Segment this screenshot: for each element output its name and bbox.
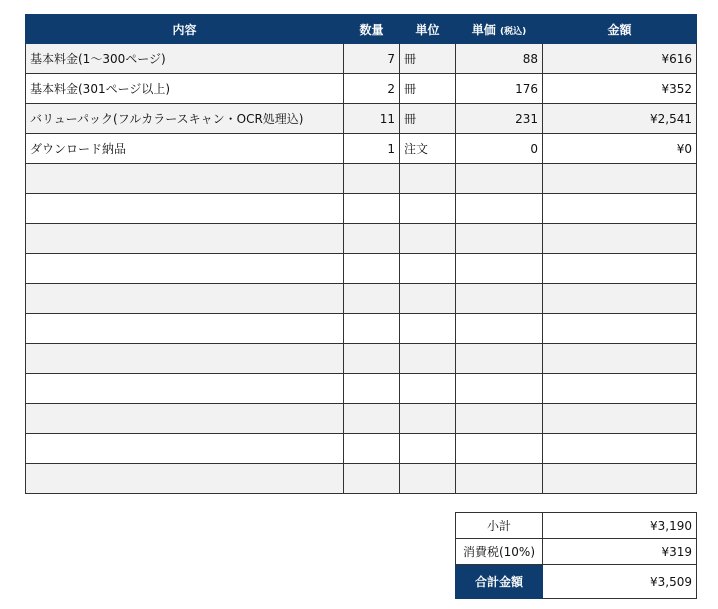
empty-cell [344,404,400,434]
tax-row [456,539,697,565]
empty-cell [344,284,400,314]
empty-cell [400,344,456,374]
cell-unit-price: 231 [456,104,543,134]
empty-cell [26,254,344,284]
empty-cell [400,434,456,464]
empty-table-row [26,404,697,434]
table-row [26,104,697,134]
empty-cell [26,344,344,374]
empty-cell [543,374,697,404]
empty-table-row [26,434,697,464]
empty-cell [400,404,456,434]
cell-description: ダウンロード納品 [26,134,344,164]
empty-cell [400,164,456,194]
empty-cell [543,164,697,194]
subtotal-value: ¥3,190 [543,513,697,539]
empty-cell [344,224,400,254]
empty-cell [543,434,697,464]
cell-unit: 冊 [400,104,456,134]
empty-cell [400,374,456,404]
empty-cell [26,434,344,464]
grand-total-row [456,565,697,599]
cell-unit: 冊 [400,74,456,104]
empty-cell [456,254,543,284]
empty-table-row [26,284,697,314]
subtotal-row [456,513,697,539]
empty-cell [543,284,697,314]
cell-quantity: 7 [344,44,400,74]
empty-cell [26,164,344,194]
empty-cell [344,374,400,404]
empty-cell [456,284,543,314]
header-unit-price [456,15,543,44]
empty-cell [400,224,456,254]
empty-cell [456,464,543,494]
empty-table-row [26,254,697,284]
empty-cell [400,464,456,494]
header-description: 内容 [26,15,344,44]
empty-cell [456,194,543,224]
empty-cell [344,434,400,464]
empty-table-row [26,344,697,374]
cell-unit: 注文 [400,134,456,164]
empty-table-row [26,164,697,194]
empty-cell [26,404,344,434]
empty-cell [456,374,543,404]
header-unit: 単位 [400,15,456,44]
cell-description: 基本料金(301ページ以上) [26,74,344,104]
grand-total-label: 合計金額 [456,565,543,599]
tax-value: ¥319 [543,539,697,565]
cell-amount: ¥2,541 [543,104,697,134]
empty-cell [456,434,543,464]
empty-cell [26,284,344,314]
cell-unit-price: 88 [456,44,543,74]
grand-total-value: ¥3,509 [543,565,697,599]
cell-unit-price: 0 [456,134,543,164]
table-row [26,44,697,74]
cell-quantity: 11 [344,104,400,134]
empty-cell [543,194,697,224]
empty-cell [344,164,400,194]
empty-table-row [26,194,697,224]
empty-table-row [26,374,697,404]
table-row [26,74,697,104]
empty-cell [344,254,400,284]
cell-unit: 冊 [400,44,456,74]
empty-cell [26,194,344,224]
cell-description: バリューパック(フルカラースキャン・OCR処理込) [26,104,344,134]
empty-cell [400,314,456,344]
empty-cell [344,314,400,344]
cell-unit-price: 176 [456,74,543,104]
header-unit-price-note: (税込) [499,26,527,37]
table-header-row [26,15,697,44]
empty-cell [344,464,400,494]
empty-cell [456,344,543,374]
empty-cell [26,314,344,344]
empty-cell [400,284,456,314]
empty-cell [26,464,344,494]
empty-cell [543,224,697,254]
subtotal-label: 小計 [456,513,543,539]
line-items-table [25,14,697,494]
empty-cell [456,164,543,194]
empty-table-row [26,464,697,494]
cell-amount: ¥0 [543,134,697,164]
empty-cell [543,464,697,494]
empty-cell [26,224,344,254]
empty-cell [543,344,697,374]
empty-cell [456,314,543,344]
empty-cell [344,344,400,374]
cell-amount: ¥616 [543,44,697,74]
empty-cell [456,224,543,254]
empty-cell [26,374,344,404]
empty-table-row [26,224,697,254]
cell-quantity: 2 [344,74,400,104]
header-quantity: 数量 [344,15,400,44]
empty-cell [400,254,456,284]
cell-amount: ¥352 [543,74,697,104]
empty-cell [543,314,697,344]
tax-label: 消費税(10%) [456,539,543,565]
empty-cell [543,404,697,434]
empty-table-row [26,314,697,344]
empty-cell [344,194,400,224]
empty-cell [456,404,543,434]
totals-table [455,512,697,599]
header-amount: 金額 [543,15,697,44]
cell-quantity: 1 [344,134,400,164]
table-row [26,134,697,164]
empty-cell [543,254,697,284]
empty-cell [400,194,456,224]
header-unit-price-label: 単価 [471,22,496,37]
cell-description: 基本料金(1〜300ページ) [26,44,344,74]
